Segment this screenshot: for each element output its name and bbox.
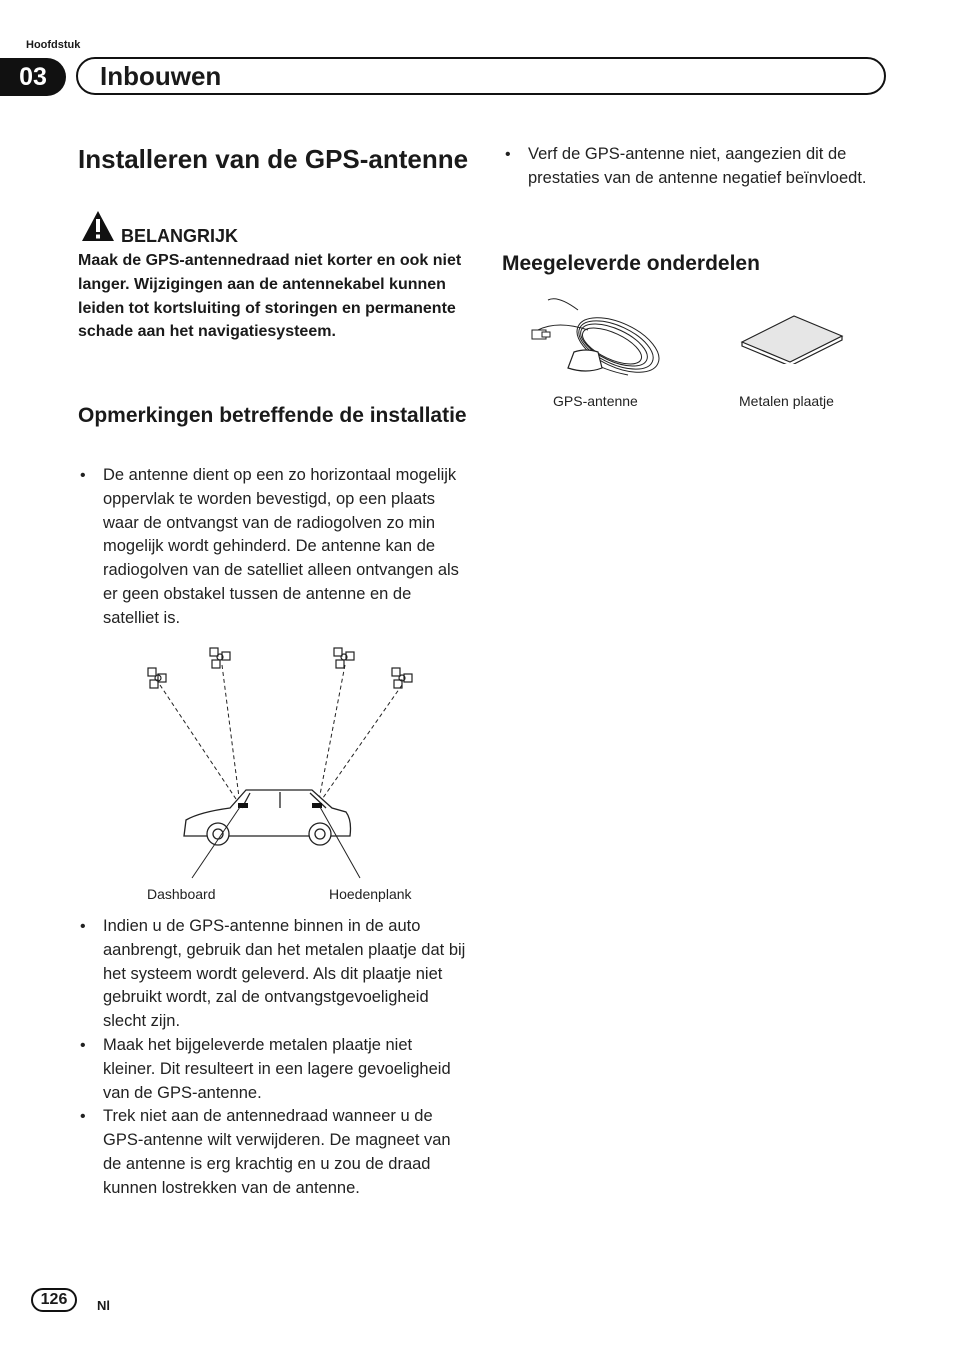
- satellite-icon: [148, 668, 166, 688]
- satellite-car-illustration: [140, 640, 430, 880]
- satellite-icon: [392, 668, 412, 688]
- list-item: • Verf de GPS-antenne niet, aangezien dit de prestaties van de antenne negatief beïnvloedt.: [503, 143, 893, 191]
- metal-plate-illustration: [736, 312, 846, 364]
- caption-dashboard: Dashboard: [147, 886, 216, 902]
- caption-gps-antenna: GPS-antenne: [553, 393, 638, 409]
- satellite-icon: [334, 648, 354, 668]
- important-label: BELANGRIJK: [121, 226, 239, 246]
- notes-list-1: [78, 464, 466, 631]
- page-title: Installeren van de GPS-antenne: [78, 144, 469, 174]
- chapter-number: 03: [0, 58, 66, 96]
- list-item: • Indien u de GPS-antenne binnen in de auto aanbrengt, gebruik dan het metalen plaatje dat bij het systeem wordt geleverd. Als dit plaatje niet gebruikt wordt, zal de ontvangstgevoeligheid slecht zijn.: [78, 915, 466, 1034]
- list-item: • Maak het bijgeleverde metalen plaatje niet kleiner. Dit resulteert in een lagere gevoeligheid van de GPS-antenne.: [78, 1034, 466, 1105]
- list-item: • De antenne dient op een zo horizontaal mogelijk oppervlak te worden bevestigd, op een plaats waar de ontvangst van de radiogolven zo min mogelijk wordt gehinderd. De antenne kan de radiogolven van de satelliet alleen ontvangen als er geen obstakel tussen de antenne en de satelliet is.: [78, 464, 466, 631]
- section-title-notes: Opmerkingen betreffende de installatie: [78, 404, 467, 427]
- chapter-label: Hoofdstuk: [26, 39, 81, 51]
- warning-icon: [81, 210, 115, 242]
- page-number: 126: [31, 1288, 77, 1312]
- important-text: Maak de GPS-antennedraad niet korter en ook niet langer. Wijzigingen aan de antennekabel kunnen leiden tot kortsluiting of storingen en permanente schade aan het navigatiesysteem.: [78, 252, 462, 341]
- gps-antenna-illustration: [528, 290, 668, 385]
- language-code: Nl: [97, 1298, 110, 1313]
- notes-list-2: [78, 915, 466, 1201]
- satellite-icon: [210, 648, 230, 668]
- caption-metal-plate: Metalen plaatje: [739, 393, 834, 409]
- caption-hoedenplank: Hoedenplank: [329, 886, 412, 902]
- right-notes-list: [503, 143, 893, 191]
- chapter-title: Inbouwen: [100, 61, 222, 91]
- section-title-parts: Meegeleverde onderdelen: [502, 252, 760, 275]
- list-item: • Trek niet aan de antennedraad wanneer u de GPS-antenne wilt verwijderen. De magneet van de antenne is erg krachtig en u zou de draad kunnen lostrekken van de antenne.: [78, 1105, 466, 1200]
